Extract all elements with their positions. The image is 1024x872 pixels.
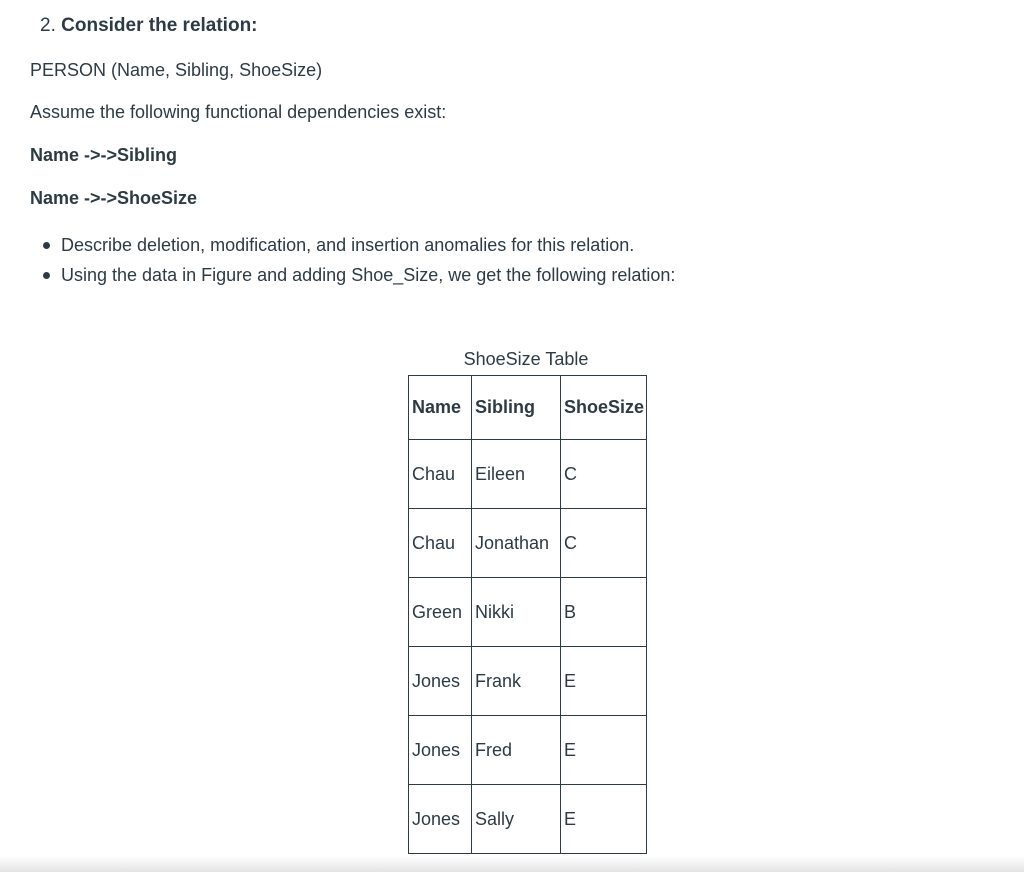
assumption-text: Assume the following functional dependencies exist:	[30, 102, 447, 122]
functional-dependency-2: Name ->->ShoeSize	[30, 188, 198, 208]
cell-name: Chau	[409, 440, 472, 509]
cell-sibling: Fred	[472, 716, 561, 785]
cell-sibling: Eileen	[472, 440, 561, 509]
task-item-anomalies: Describe deletion, modification, and insertion anomalies for this relation.	[30, 230, 675, 260]
table-row	[409, 716, 647, 785]
task-list	[30, 230, 675, 290]
task-item-relation: Using the data in Figure and adding Shoe_Size, we get the following relation:	[30, 260, 675, 290]
table-header-row	[409, 376, 647, 440]
cell-name: Green	[409, 578, 472, 647]
table-row	[409, 785, 647, 854]
cell-name: Jones	[409, 716, 472, 785]
cell-name: Chau	[409, 509, 472, 578]
functional-dependency-1: Name ->->Sibling	[30, 145, 178, 165]
question-number: 2.	[40, 15, 56, 36]
cell-sibling: Sally	[472, 785, 561, 854]
cell-sibling: Jonathan	[472, 509, 561, 578]
header-sibling: Sibling	[472, 376, 561, 440]
table-row	[409, 440, 647, 509]
bottom-shadow	[0, 856, 1024, 872]
cell-name: Jones	[409, 647, 472, 716]
cell-shoesize: C	[561, 440, 647, 509]
cell-shoesize: C	[561, 509, 647, 578]
header-name: Name	[409, 376, 472, 440]
cell-shoesize: E	[561, 647, 647, 716]
table-row	[409, 578, 647, 647]
table-row	[409, 647, 647, 716]
cell-shoesize: B	[561, 578, 647, 647]
cell-name: Jones	[409, 785, 472, 854]
relation-schema: PERSON (Name, Sibling, ShoeSize)	[30, 60, 323, 80]
cell-sibling: Nikki	[472, 578, 561, 647]
cell-sibling: Frank	[472, 647, 561, 716]
header-shoesize: ShoeSize	[561, 376, 647, 440]
shoesize-table	[408, 375, 647, 854]
question-title: Consider the relation:	[61, 15, 258, 36]
cell-shoesize: E	[561, 785, 647, 854]
table-caption: ShoeSize Table	[463, 349, 589, 369]
table-row	[409, 509, 647, 578]
question-heading	[40, 14, 258, 38]
cell-shoesize: E	[561, 716, 647, 785]
